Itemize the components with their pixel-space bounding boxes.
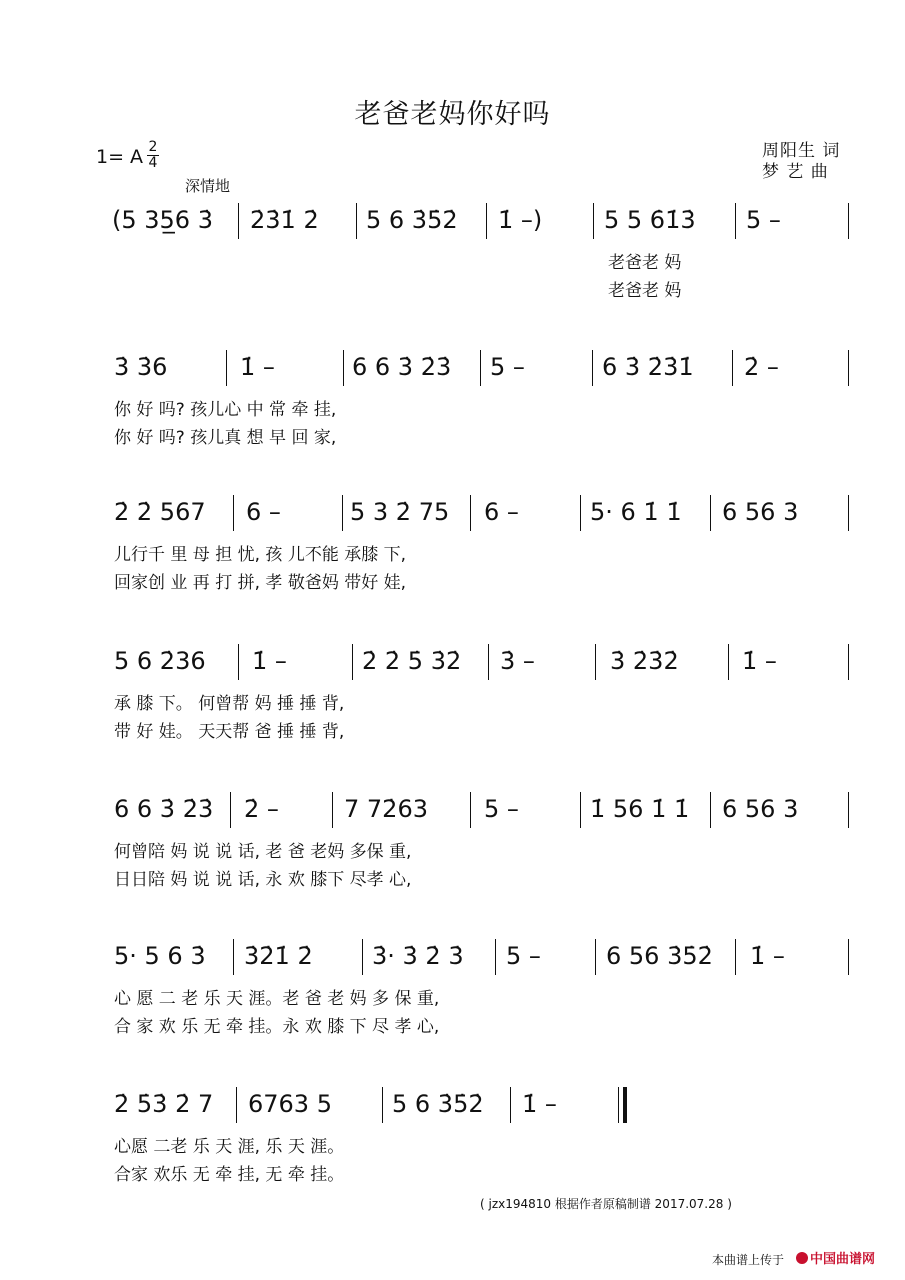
meter-top: 2 — [148, 139, 158, 155]
barline — [226, 350, 227, 386]
lyricist-credit: 周阳生 词 — [762, 141, 841, 161]
measure: 2̇ – — [744, 353, 779, 381]
measure: 6 6 3̇ 2̇3̇ — [114, 795, 214, 823]
measure: 6 – — [484, 498, 519, 526]
lyrics-verse-1: 你 好 吗? 孩儿心 中 常 牵 挂, — [114, 400, 337, 420]
measure: 2̇3̇1̇ 2̇ — [250, 206, 319, 234]
barline — [710, 792, 711, 828]
barline — [580, 792, 581, 828]
barline — [593, 203, 594, 239]
lyrics-verse-2: 你 好 吗? 孩儿真 想 早 回 家, — [114, 428, 337, 448]
measure: 6763 5 — [248, 1090, 332, 1118]
barline — [728, 644, 729, 680]
measure: 5 – — [746, 206, 781, 234]
barline — [580, 495, 581, 531]
barline — [470, 792, 471, 828]
score-row-2 — [0, 352, 905, 512]
barline — [848, 792, 849, 828]
measure: 5· 5 6 3̇ — [114, 942, 206, 970]
lyrics-verse-2: 合 家 欢 乐 无 牵 挂。永 欢 膝 下 尽 孝 心, — [114, 1017, 440, 1037]
lyrics-verse-1: 承 膝 下。 何曾帮 妈 捶 捶 背, — [114, 694, 345, 714]
measure: 5 6 3̇5̇2̇ — [392, 1090, 484, 1118]
lyrics-verse-2: 带 好 娃。 天天帮 爸 捶 捶 背, — [114, 722, 345, 742]
lyrics-verse-2: 老爸老 妈 — [608, 281, 682, 301]
logo-icon — [796, 1252, 808, 1264]
measure: 5· 6 1̇ 1̇ — [590, 498, 682, 526]
barline — [848, 939, 849, 975]
barline — [356, 203, 357, 239]
meter-bottom: 4 — [148, 155, 158, 171]
measure: 5 3 2̇ 75 — [350, 498, 450, 526]
lyrics-verse-1: 儿行千 里 母 担 忧, 孩 儿不能 承膝 下, — [114, 545, 407, 565]
measure: 2̇ 5̇3̇ 2̇ 7 — [114, 1090, 214, 1118]
barline — [488, 644, 489, 680]
lyrics-verse-1: 心 愿 二 老 乐 天 涯。老 爸 老 妈 多 保 重, — [114, 989, 440, 1009]
barline — [735, 939, 736, 975]
measure: 5 – — [484, 795, 519, 823]
lyrics-verse-1: 老爸老 妈 — [608, 253, 682, 273]
measure: 1̇ 56 1̇ 1̇ — [590, 795, 690, 823]
barline — [732, 350, 733, 386]
final-barline-thick — [623, 1087, 627, 1123]
barline — [495, 939, 496, 975]
site-logo[interactable] — [796, 1248, 875, 1267]
barline — [332, 792, 333, 828]
barline — [352, 644, 353, 680]
measure: 1̇ – — [750, 942, 785, 970]
barline — [595, 644, 596, 680]
measure: 5 – — [490, 353, 525, 381]
measure: 3̇2̇1̇ 2̇ — [244, 942, 313, 970]
barline — [342, 495, 343, 531]
barline — [480, 350, 481, 386]
measure: 1̇ – — [522, 1090, 557, 1118]
measure: 6 3̇ 2̇3̇1̇ — [602, 353, 694, 381]
barline — [710, 495, 711, 531]
measure: 5 6 2̇36 — [114, 647, 206, 675]
measure: 2̇ 2̇ 567 — [114, 498, 206, 526]
measure: 2̇ – — [244, 795, 279, 823]
barline — [238, 203, 239, 239]
barline — [236, 1087, 237, 1123]
lyrics-verse-1: 心愿 二老 乐 天 涯, 乐 天 涯。 — [114, 1137, 345, 1157]
measure: 6 6 3̇ 2̇3̇ — [352, 353, 452, 381]
measure: 3̇ 2̇3̇2̇ — [610, 647, 679, 675]
measure: 6 56 3 — [722, 498, 799, 526]
logo-text: 中国曲谱网 — [810, 1252, 876, 1267]
lyrics-verse-1: 何曾陪 妈 说 说 话, 老 爸 老妈 多保 重, — [114, 842, 412, 862]
score-row-4 — [0, 646, 905, 806]
barline — [362, 939, 363, 975]
key-signature: 1= A — [96, 146, 144, 168]
final-barline-thin — [618, 1087, 619, 1123]
barline — [233, 495, 234, 531]
barline — [343, 350, 344, 386]
barline — [233, 939, 234, 975]
score-row-3 — [0, 497, 905, 657]
song-title: 老爸老妈你好吗 — [354, 99, 551, 130]
measure: 1̇ – — [252, 647, 287, 675]
barline — [510, 1087, 511, 1123]
barline — [848, 203, 849, 239]
measure: 6 56 3̇5̇2̇ — [606, 942, 713, 970]
score-row-5 — [0, 794, 905, 954]
barline — [486, 203, 487, 239]
measure: 2̇ 2̇ 5̇ 3̇2̇ — [362, 647, 462, 675]
measure: 5 6 3̇5̇2̇ — [366, 206, 458, 234]
barline — [382, 1087, 383, 1123]
measure: 7 72̇63 — [344, 795, 428, 823]
score-row-7 — [0, 1089, 905, 1249]
composer-credit: 梦 艺 曲 — [762, 162, 829, 182]
measure: 1̇ –) — [498, 206, 543, 234]
lyrics-verse-2: 日日陪 妈 说 说 话, 永 欢 膝下 尽孝 心, — [114, 870, 412, 890]
barline — [848, 350, 849, 386]
measure: 5 – — [506, 942, 541, 970]
barline — [735, 203, 736, 239]
measure: 6 – — [246, 498, 281, 526]
measure: (5 35̲6 3̇ — [112, 206, 213, 234]
measure: 6 56 3 — [722, 795, 799, 823]
barline — [595, 939, 596, 975]
lyrics-verse-2: 合家 欢乐 无 牵 挂, 无 牵 挂。 — [114, 1165, 345, 1185]
time-signature — [146, 140, 160, 171]
barline — [230, 792, 231, 828]
measure: 1̇ – — [240, 353, 275, 381]
tempo-marking: 深情地 — [185, 177, 231, 195]
measure: 5 5 6̇1̇3̇ — [604, 206, 696, 234]
measure: 3̇· 3̇ 2̇ 3̇ — [372, 942, 464, 970]
barline — [592, 350, 593, 386]
transcriber-note: ( jzx194810 根据作者原稿制谱 2017.07.28 ) — [480, 1197, 732, 1211]
measure: 3̇ – — [500, 647, 535, 675]
upload-label: 本曲谱上传于 — [712, 1253, 785, 1267]
lyrics-verse-2: 回家创 业 再 打 拼, 孝 敬爸妈 带好 娃, — [114, 573, 407, 593]
barline — [848, 495, 849, 531]
measure: 1̇ – — [742, 647, 777, 675]
barline — [470, 495, 471, 531]
barline — [848, 644, 849, 680]
score-row-6 — [0, 941, 905, 1101]
barline — [238, 644, 239, 680]
score-row-1 — [0, 205, 905, 365]
measure: 3̇ 3̇6 — [114, 353, 168, 381]
